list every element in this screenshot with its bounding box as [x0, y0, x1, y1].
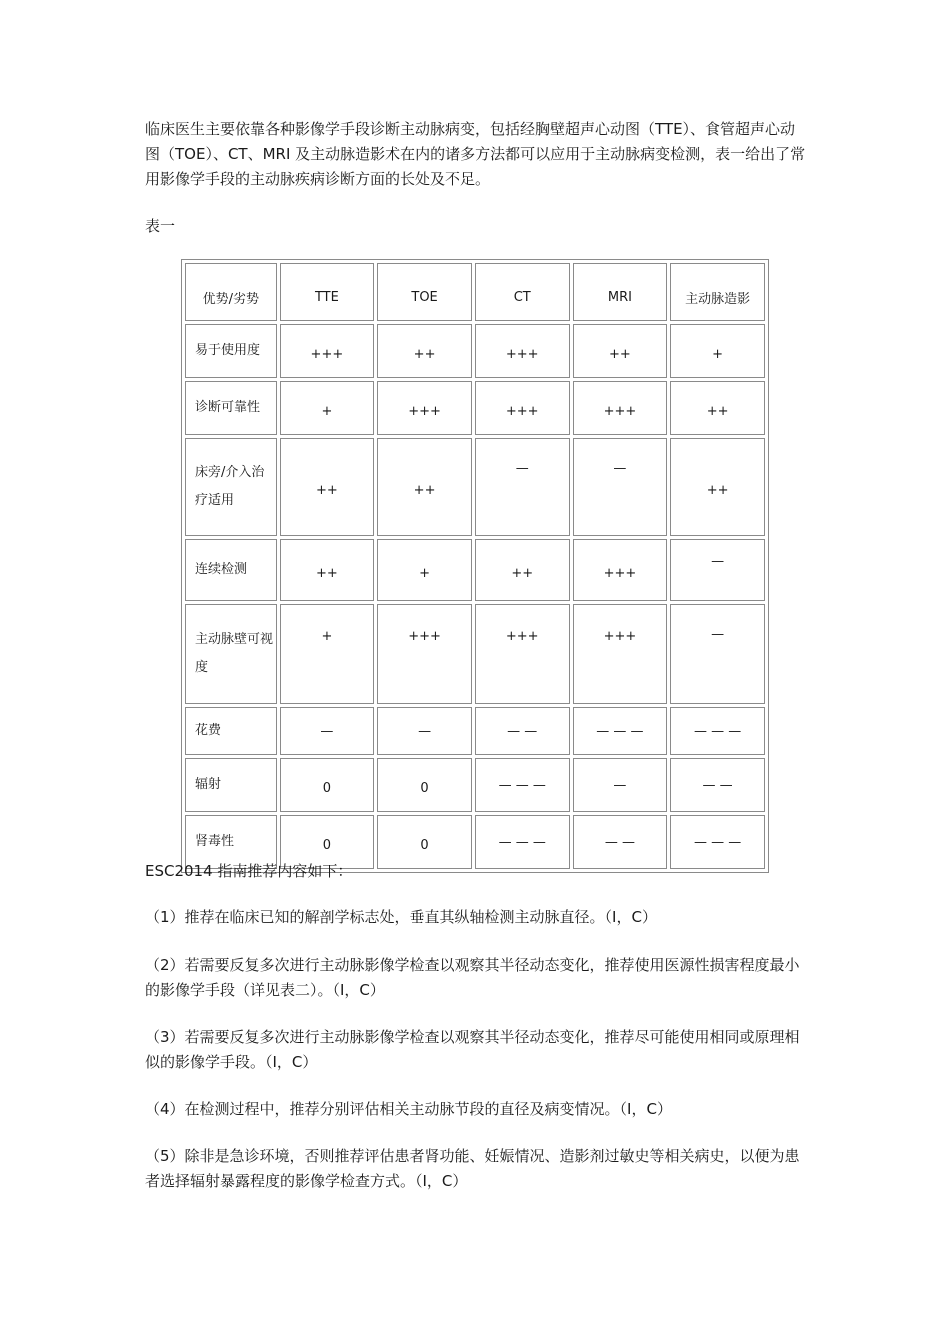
table-cell: — — [573, 438, 668, 536]
table-cell: ++ — [377, 324, 472, 378]
table-header-cell: TTE — [280, 263, 375, 321]
table-row — [185, 758, 765, 812]
table-cell: + — [670, 324, 765, 378]
table-row — [185, 324, 765, 378]
table-cell: — — [670, 539, 765, 601]
table-cell: ++ — [670, 381, 765, 435]
table-row — [185, 381, 765, 435]
table-header-cell: TOE — [377, 263, 472, 321]
table-cell: — — [377, 707, 472, 755]
table-cell: +++ — [475, 324, 570, 378]
table-cell: +++ — [573, 604, 668, 704]
table-cell: +++ — [573, 539, 668, 601]
row-label: 花费 — [185, 707, 277, 755]
table-row — [185, 604, 765, 704]
table-row — [185, 707, 765, 755]
table-row — [185, 438, 765, 536]
table-cell: 0 — [280, 815, 375, 869]
table-cell: 0 — [280, 758, 375, 812]
recommendation-item: （3）若需要反复多次进行主动脉影像学检查以观察其半径动态变化，推荐尽可能使用相同或原理相似的影像学手段。（Ⅰ，C） — [145, 1028, 800, 1071]
table-cell: + — [280, 604, 375, 704]
table-cell: — — [670, 604, 765, 704]
table-row — [185, 539, 765, 601]
imaging-comparison-table — [181, 259, 769, 873]
recommendations-heading: ESC2014 指南推荐内容如下： — [145, 862, 353, 880]
table-cell: — — — [573, 815, 668, 869]
table-cell: 0 — [377, 758, 472, 812]
table-cell: ++ — [377, 438, 472, 536]
table-cell: + — [280, 381, 375, 435]
table-header-cell: 优势/劣势 — [185, 263, 277, 321]
table-header-cell: CT — [475, 263, 570, 321]
row-label: 易于使用度 — [185, 324, 277, 378]
table-cell: — — — — [573, 707, 668, 755]
table-caption: 表一 — [145, 217, 176, 235]
row-label: 肾毒性 — [185, 815, 277, 869]
table-cell: +++ — [475, 604, 570, 704]
table-cell: +++ — [573, 381, 668, 435]
table-cell: ++ — [280, 438, 375, 536]
row-label: 主动脉壁可视度 — [185, 604, 277, 704]
recommendation-item: （5）除非是急诊环境，否则推荐评估患者肾功能、妊娠情况、造影剂过敏史等相关病史，以便为患者选择辐射暴露程度的影像学检查方式。（Ⅰ，C） — [145, 1147, 800, 1190]
table-cell: ++ — [573, 324, 668, 378]
recommendation-item: （1）推荐在临床已知的解剖学标志处，垂直其纵轴检测主动脉直径。（Ⅰ，C） — [145, 908, 657, 926]
table-cell: — — [475, 438, 570, 536]
recommendation-item: （4）在检测过程中，推荐分别评估相关主动脉节段的直径及病变情况。（Ⅰ，C） — [145, 1100, 672, 1118]
table-cell: +++ — [377, 381, 472, 435]
table-cell: — — — [475, 707, 570, 755]
table-cell: — — [573, 758, 668, 812]
table-cell: 0 — [377, 815, 472, 869]
table-cell: — — [280, 707, 375, 755]
table-cell: ++ — [670, 438, 765, 536]
row-label: 辐射 — [185, 758, 277, 812]
table-header-cell: MRI — [573, 263, 668, 321]
table-header-row — [185, 263, 765, 321]
intro-paragraph: 临床医生主要依靠各种影像学手段诊断主动脉病变，包括经胸壁超声心动图（TTE）、食管超声心动图（TOE）、CT、MRI 及主动脉造影术在内的诸多方法都可以应用于主动脉病变检测，表一给出了常用影像学手段的主动脉疾病诊断方面的长处及不足。 — [145, 120, 806, 188]
table-cell: +++ — [377, 604, 472, 704]
table-cell: — — — — [670, 707, 765, 755]
row-label: 诊断可靠性 — [185, 381, 277, 435]
table-cell: +++ — [475, 381, 570, 435]
table-cell: — — — — [475, 758, 570, 812]
table-cell: +++ — [280, 324, 375, 378]
table-cell: ++ — [475, 539, 570, 601]
row-label: 连续检测 — [185, 539, 277, 601]
table-cell: — — — — [475, 815, 570, 869]
table-cell: + — [377, 539, 472, 601]
row-label: 床旁/介入治疗适用 — [185, 438, 277, 536]
table-header-cell: 主动脉造影 — [670, 263, 765, 321]
table-cell: — — — — [670, 815, 765, 869]
table-cell: ++ — [280, 539, 375, 601]
recommendation-item: （2）若需要反复多次进行主动脉影像学检查以观察其半径动态变化，推荐使用医源性损害程度最小的影像学手段（详见表二）。（Ⅰ，C） — [145, 956, 800, 999]
table-cell: — — — [670, 758, 765, 812]
